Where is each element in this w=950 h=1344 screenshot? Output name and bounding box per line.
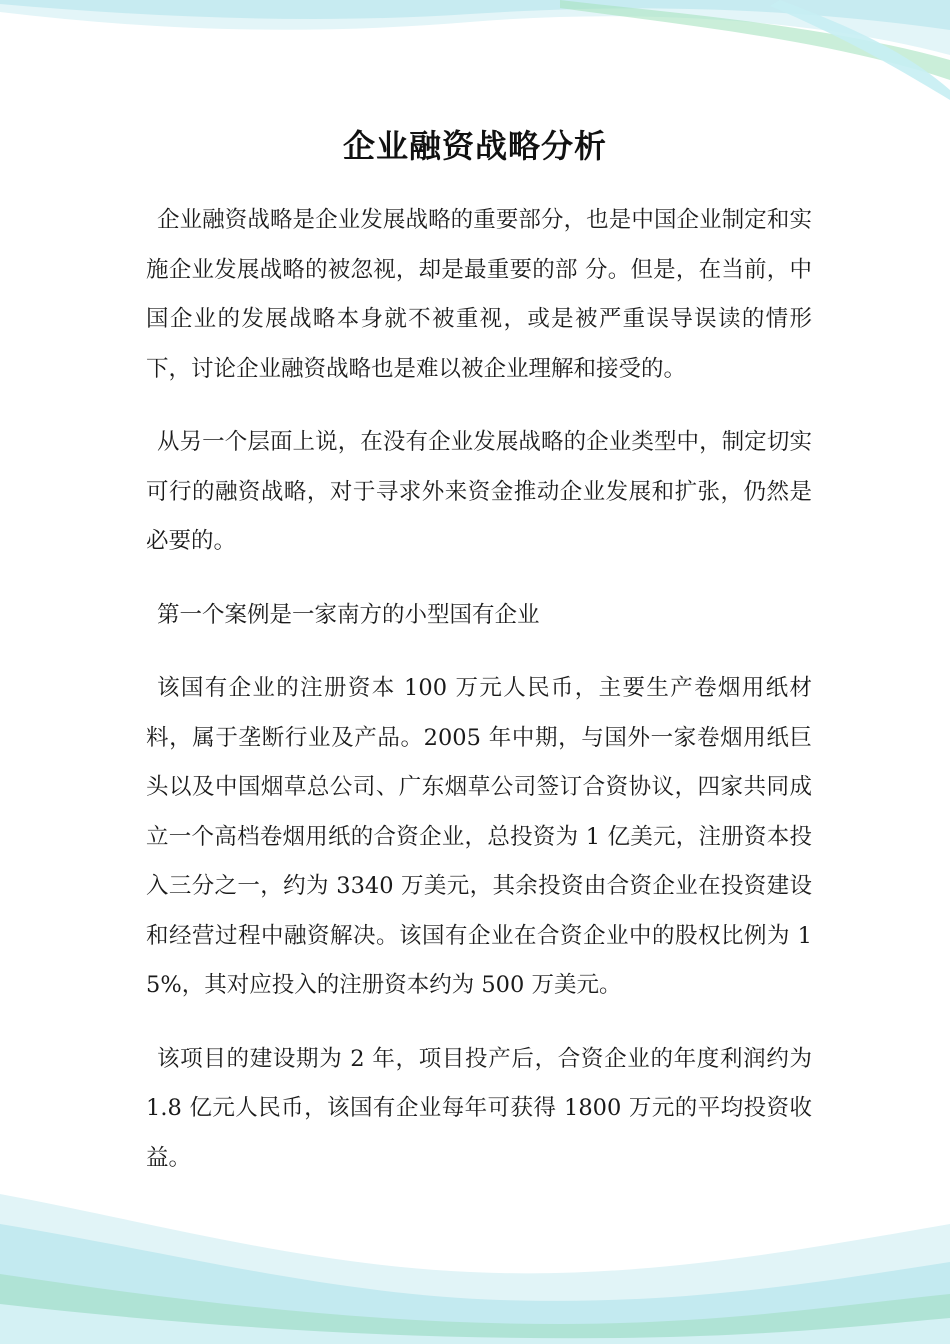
paragraph-2: 从另一个层面上说，在没有企业发展战略的企业类型中，制定切实可行的融资战略，对于寻求外来资金推动企业发展和扩张，仍然是必要的。 [146, 429, 812, 554]
paragraph-1: 企业融资战略是企业发展战略的重要部分，也是中国企业制定和实施企业发展战略的被忽视，却是最重要的部 分。但是，在当前，中国企业的发展战略本身就不被重视，或是被严重误导误读的情形下，讨论企业融资战略也是难以被企业理解和接受的。 [146, 207, 812, 382]
document-body [146, 196, 812, 1207]
document-title: 企业融资战略分析 [342, 127, 607, 165]
paragraph-5: 该项目的建设期为 2 年，项目投产后，合资企业的年度利润约为 1.8 亿元人民币，该国有企业每年可获得 1800 万元的平均投资收益。 [146, 1045, 812, 1171]
paragraph-4: 该国有企业的注册资本 100 万元人民币，主要生产卷烟用纸材料，属于垄断行业及产品。2005 年中期，与国外一家卷烟用纸巨头以及中国烟草总公司、广东烟草公司签订合资协议，四家共同成立一个高档卷烟用纸的合资企业，总投资为 1 亿美元，注册资本投入三分之一，约为 3340 万美元，其余投资由合资企业在投资建设和经营过程中融资解决。该国有企业在合资企业中的股权比例为 15%，其对应投入的注册资本约为 500 万美元。 [146, 675, 812, 998]
paragraph-3: 第一个案例是一家南方的小型国有企业 [157, 601, 540, 628]
decorative-top-wave [0, 0, 950, 110]
